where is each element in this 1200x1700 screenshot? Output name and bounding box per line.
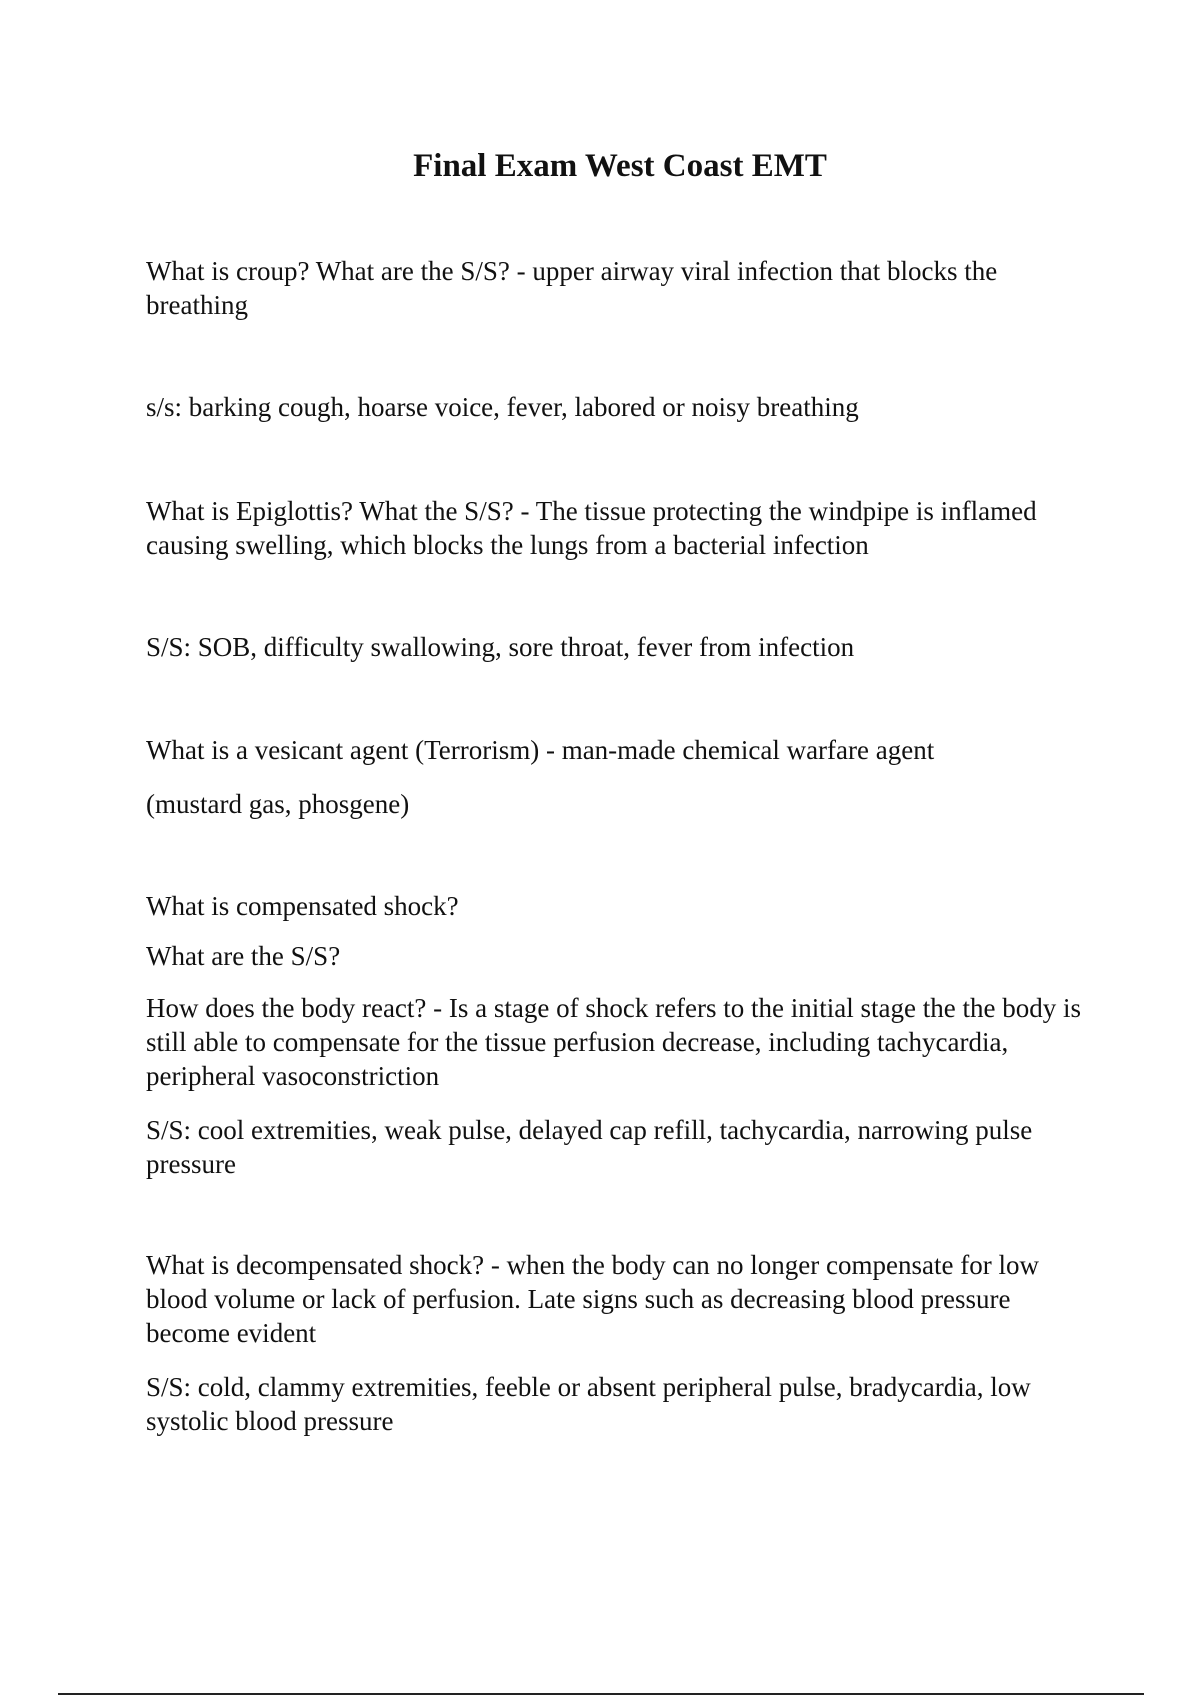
- paragraph-epiglottis-signs: S/S: SOB, difficulty swallowing, sore throat, fever from infection: [146, 632, 855, 662]
- paragraph-compensated-shock-answer: How does the body react? - Is a stage of shock refers to the initial stage the the body is still able to compensate for the tissue perfusion decrease, including tachycardia, peripheral vasoconstriction: [146, 993, 1081, 1091]
- paragraph-compensated-shock-signs-question: What are the S/S?: [146, 941, 341, 971]
- paragraph-compensated-shock-question: What is compensated shock?: [146, 891, 459, 921]
- paragraph-vesicant-definition: What is a vesicant agent (Terrorism) - man-made chemical warfare agent: [146, 735, 935, 765]
- paragraph-epiglottis-definition: What is Epiglottis? What the S/S? - The tissue protecting the windpipe is inflamed causing swelling, which blocks the lungs from a bacterial infection: [146, 496, 1037, 560]
- paragraph-croup-signs: s/s: barking cough, hoarse voice, fever, labored or noisy breathing: [146, 392, 859, 422]
- paragraph-vesicant-examples: (mustard gas, phosgene): [146, 789, 410, 819]
- paragraph-decompensated-shock-signs: S/S: cold, clammy extremities, feeble or absent peripheral pulse, bradycardia, low systolic blood pressure: [146, 1372, 1031, 1436]
- paragraph-decompensated-shock-definition: What is decompensated shock? - when the body can no longer compensate for low blood volume or lack of perfusion. Late signs such as decreasing blood pressure become evident: [146, 1250, 1039, 1348]
- footer-divider: [58, 1693, 1144, 1695]
- paragraph-croup-definition: What is croup? What are the S/S? - upper airway viral infection that blocks the breathing: [146, 256, 998, 320]
- page-title: Final Exam West Coast EMT: [413, 148, 827, 184]
- paragraph-compensated-shock-signs: S/S: cool extremities, weak pulse, delayed cap refill, tachycardia, narrowing pulse pressure: [146, 1115, 1033, 1179]
